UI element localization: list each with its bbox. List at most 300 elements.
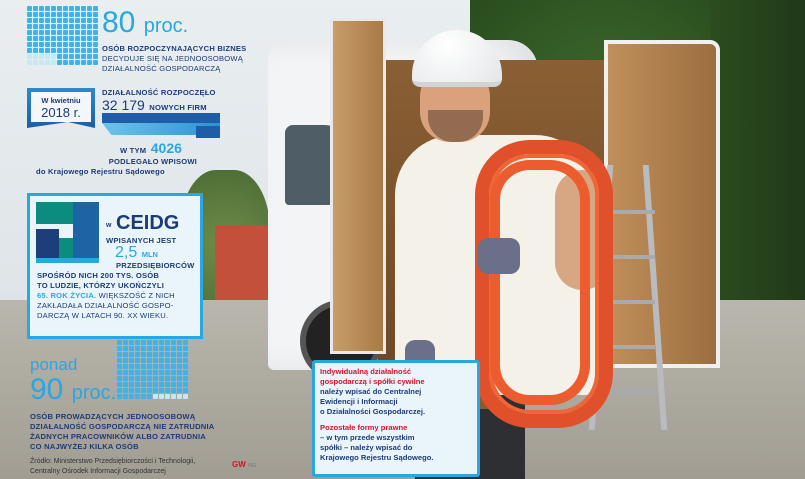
- grid-dot: [159, 370, 164, 375]
- grid-dot: [69, 60, 74, 65]
- krs-bar: [196, 126, 220, 138]
- grid-dot: [129, 352, 134, 357]
- grid-dot: [27, 12, 32, 17]
- grid-dot: [33, 18, 38, 23]
- grid-dot: [57, 6, 62, 11]
- grid-dot: [27, 24, 32, 29]
- ceidg-line5: DARCZĄ W LATACH 90. XX WIEKU.: [37, 311, 169, 320]
- krs-prefix: W TYM: [120, 146, 147, 155]
- grid-dot: [63, 54, 68, 59]
- grid-dot: [159, 346, 164, 351]
- glove-icon: [478, 238, 520, 274]
- grid-dot: [87, 12, 92, 17]
- grid-dot: [159, 376, 164, 381]
- grid-dot: [135, 376, 140, 381]
- ceidg-count-label: PRZEDSIĘBIORCÓW: [116, 261, 195, 270]
- grid-dot: [171, 388, 176, 393]
- grid-dot: [27, 42, 32, 47]
- grid-dot: [87, 18, 92, 23]
- grid-dot: [129, 376, 134, 381]
- grid-dot: [45, 36, 50, 41]
- grid-dot: [123, 364, 128, 369]
- firms-bar: [102, 113, 220, 123]
- grid-dot: [75, 42, 80, 47]
- april-year: 2018 r.: [41, 105, 81, 120]
- grid-dot: [93, 24, 98, 29]
- grid-dot: [39, 18, 44, 23]
- grid-dot: [141, 382, 146, 387]
- grid-dot: [39, 60, 44, 65]
- van-door-left: [330, 18, 386, 354]
- registry-p2-red: Pozostałe formy prawne: [320, 423, 408, 432]
- ceidg-description: [37, 271, 175, 321]
- grid-dot: [39, 12, 44, 17]
- grid-dot: [51, 54, 56, 59]
- grid-dot: [57, 24, 62, 29]
- grid-dot: [171, 394, 176, 399]
- publisher-logo: [232, 460, 256, 469]
- grid-dot: [141, 370, 146, 375]
- grid-dot: [75, 60, 80, 65]
- cable-coil-inner: [490, 160, 590, 405]
- grid-dot: [159, 352, 164, 357]
- krs-count: [120, 140, 182, 158]
- grid-dot: [33, 54, 38, 59]
- grid-dot: [177, 358, 182, 363]
- grid-dot: [183, 358, 188, 363]
- grid-dot: [57, 48, 62, 53]
- grid-dot: [147, 358, 152, 363]
- grid-dot: [51, 42, 56, 47]
- grid-dot: [147, 376, 152, 381]
- stat-90-line1: OSÓB PROWADZĄCYCH JEDNOOSOBOWĄ: [30, 412, 196, 421]
- grid-dot: [123, 388, 128, 393]
- grid-dot: [117, 340, 122, 345]
- source-line2: Centralny Ośrodek Informacji Gospodarczej: [30, 468, 166, 475]
- grid-dot: [87, 42, 92, 47]
- grid-dot: [69, 18, 74, 23]
- grid-dot: [141, 340, 146, 345]
- grid-dot: [93, 12, 98, 17]
- grid-dot: [153, 388, 158, 393]
- grid-dot: [33, 6, 38, 11]
- stat-90-value: 90: [30, 373, 64, 406]
- registry-p1-red2: gospodarczą i spółki cywilne: [320, 377, 425, 386]
- stat-90-line3: ŻADNYCH PRACOWNIKÓW ALBO ZATRUDNIA: [30, 432, 206, 441]
- stat-80-line1: OSÓB ROZPOCZYNAJĄCYCH BIZNES: [102, 44, 247, 53]
- grid-dot: [165, 388, 170, 393]
- grid-dot: [147, 382, 152, 387]
- ceidg-logo-part: [73, 202, 99, 262]
- grid-dot: [177, 394, 182, 399]
- firms-label: NOWYCH FIRM: [149, 103, 207, 112]
- started-label: DZIAŁALNOŚĆ ROZPOCZĘŁO: [102, 88, 216, 97]
- grid-dot: [177, 382, 182, 387]
- grid-dot: [171, 352, 176, 357]
- ceidg-line2: TO LUDZIE, KTÓRZY UKOŃCZYLI: [37, 281, 165, 290]
- grid-dot: [177, 388, 182, 393]
- grid-dot: [183, 388, 188, 393]
- grid-dot: [177, 370, 182, 375]
- grid-dot: [165, 394, 170, 399]
- grid-dot: [81, 48, 86, 53]
- ceidg-registered: WPISANYCH JEST: [106, 236, 177, 245]
- grid-dot: [129, 358, 134, 363]
- grid-dot: [177, 364, 182, 369]
- grid-dot: [81, 30, 86, 35]
- source-note: [30, 457, 195, 477]
- grid-dot: [123, 358, 128, 363]
- grid-dot: [123, 382, 128, 387]
- grid-dot: [129, 346, 134, 351]
- grid-dot: [45, 60, 50, 65]
- grid-dot: [135, 388, 140, 393]
- grid-dot: [51, 12, 56, 17]
- grid-dot: [165, 364, 170, 369]
- grid-dot: [33, 42, 38, 47]
- grid-dot: [159, 340, 164, 345]
- grid-dot: [177, 352, 182, 357]
- ceidg-line3-rest: WIĘKSZOŚĆ Z NICH: [96, 291, 175, 300]
- grid-dot: [117, 388, 122, 393]
- grid-dot: [39, 48, 44, 53]
- registry-p1-l5: o Działalności Gospodarczej.: [320, 407, 426, 416]
- grid-dot: [159, 358, 164, 363]
- grid-dot: [141, 358, 146, 363]
- grid-dot: [51, 36, 56, 41]
- grid-dot: [165, 352, 170, 357]
- grid-dot: [183, 352, 188, 357]
- grid-dot: [159, 394, 164, 399]
- grid-dot: [183, 364, 188, 369]
- grid-dot: [45, 48, 50, 53]
- grid-dot: [45, 24, 50, 29]
- registry-p2-l3: spółki – należy wpisać do: [320, 443, 413, 452]
- grid-dot: [51, 48, 56, 53]
- grid-dot: [117, 382, 122, 387]
- grid-dot: [87, 30, 92, 35]
- grid-dot: [69, 54, 74, 59]
- grid-dot: [87, 36, 92, 41]
- grid-dot: [63, 6, 68, 11]
- april-label: [31, 92, 91, 122]
- grid-dot: [117, 364, 122, 369]
- ceidg-count-number: 2,5: [115, 244, 138, 261]
- stat-80-line3: DZIAŁALNOŚĆ GOSPODARCZĄ: [102, 64, 221, 73]
- grid-dot: [135, 340, 140, 345]
- grid-dot: [27, 36, 32, 41]
- grid-dot: [165, 346, 170, 351]
- grid-dot: [87, 54, 92, 59]
- grid-dot: [147, 340, 152, 345]
- grid-dot: [117, 370, 122, 375]
- grid-dot: [81, 18, 86, 23]
- ceidg-logo-icon: [36, 202, 73, 224]
- grid-dot: [57, 18, 62, 23]
- grid-dot: [93, 18, 98, 23]
- stat-90-unit: proc.: [71, 382, 117, 404]
- grid-dot: [87, 24, 92, 29]
- grid-dot: [39, 6, 44, 11]
- grid-dot: [33, 36, 38, 41]
- grid-dot: [57, 36, 62, 41]
- grid-dot: [51, 18, 56, 23]
- ceidg-count-unit: MLN: [141, 250, 158, 259]
- grid-dot: [27, 48, 32, 53]
- grid-dot: [141, 388, 146, 393]
- grid-dot: [69, 24, 74, 29]
- grid-dot: [177, 376, 182, 381]
- grid-dot: [75, 24, 80, 29]
- grid-dot: [135, 346, 140, 351]
- stat-80-unit: proc.: [143, 15, 189, 37]
- grid-dot: [135, 370, 140, 375]
- krs-line2: do Krajowego Rejestru Sądowego: [36, 167, 165, 176]
- grid-dot: [63, 12, 68, 17]
- registry-p1-red1: Indywidualną działalność: [320, 367, 412, 376]
- grid-dot: [123, 370, 128, 375]
- grid-dot: [45, 18, 50, 23]
- stat-90-line4: CO NAJWYŻEJ KILKA OSÓB: [30, 442, 139, 451]
- grid-dot: [153, 370, 158, 375]
- grid-dot: [57, 42, 62, 47]
- grid-dot: [153, 364, 158, 369]
- grid-dot: [63, 48, 68, 53]
- grid-dot: [81, 36, 86, 41]
- grid-dot: [123, 394, 128, 399]
- grid-dot: [171, 358, 176, 363]
- publisher-logo-text: GW: [232, 460, 246, 469]
- grid-dot: [153, 382, 158, 387]
- grid-dot: [27, 18, 32, 23]
- grid-dot: [135, 364, 140, 369]
- grid-dot: [171, 382, 176, 387]
- grid-dot: [123, 346, 128, 351]
- grid-dot: [147, 370, 152, 375]
- stat-90-prefix: ponad: [30, 355, 78, 374]
- stat-80-number: [102, 8, 188, 38]
- grid-dot: [141, 394, 146, 399]
- grid-dot: [63, 42, 68, 47]
- grid-dot: [117, 394, 122, 399]
- grid-dot: [69, 42, 74, 47]
- ceidg-title: CEIDG: [116, 212, 180, 234]
- grid-dot: [147, 364, 152, 369]
- grid-dot: [69, 48, 74, 53]
- registry-p2-l2: – w tym przede wszystkim: [320, 433, 415, 442]
- grid-dot: [75, 54, 80, 59]
- grid-dot: [93, 30, 98, 35]
- grid-dot: [93, 42, 98, 47]
- grid-dot: [87, 60, 92, 65]
- grid-dot: [171, 364, 176, 369]
- krs-number: 4026: [150, 140, 182, 156]
- grid-dot: [183, 346, 188, 351]
- grid-dot: [87, 6, 92, 11]
- grid-dot: [129, 388, 134, 393]
- source-line1: Źródło: Ministerstwo Przedsiębiorczości i Technologii,: [30, 458, 196, 465]
- grid-dot: [33, 48, 38, 53]
- grid-dot: [165, 382, 170, 387]
- grid-dot: [69, 6, 74, 11]
- grid-dot: [153, 358, 158, 363]
- grid-dot: [183, 376, 188, 381]
- grid-dot: [57, 30, 62, 35]
- grid-dot: [75, 48, 80, 53]
- grid-dot: [117, 358, 122, 363]
- grid-dot: [39, 36, 44, 41]
- grid-dot: [81, 54, 86, 59]
- ceidg-logo-part: [36, 229, 59, 258]
- grid-dot: [141, 364, 146, 369]
- grid-dot: [183, 340, 188, 345]
- stat-80-line2: DECYDUJE SIĘ NA JEDNOOSOBOWĄ: [102, 54, 244, 63]
- grid-dot: [117, 346, 122, 351]
- grid-dot: [93, 54, 98, 59]
- red-wall: [215, 225, 275, 305]
- grid-dot: [93, 60, 98, 65]
- grid-dot: [153, 394, 158, 399]
- grid-dot: [75, 6, 80, 11]
- grid-dot: [81, 60, 86, 65]
- grid-dot: [63, 24, 68, 29]
- firms-number: 32 179: [102, 97, 145, 113]
- ceidg-count: [115, 244, 158, 262]
- grid-dot: [93, 48, 98, 53]
- grid-dot: [123, 352, 128, 357]
- grid-dot: [27, 54, 32, 59]
- grid-dot: [57, 54, 62, 59]
- grid-dot: [39, 24, 44, 29]
- registry-text: [320, 367, 434, 463]
- grid-dot: [129, 364, 134, 369]
- grid-dot: [39, 54, 44, 59]
- grid-dot: [123, 340, 128, 345]
- grid-dot: [177, 340, 182, 345]
- grid-dot: [45, 30, 50, 35]
- grid-dot: [45, 42, 50, 47]
- grid-dot: [75, 36, 80, 41]
- grid-dot: [153, 376, 158, 381]
- grid-dot: [159, 382, 164, 387]
- grid-dot: [129, 370, 134, 375]
- grid-dot: [165, 376, 170, 381]
- stat-80-caption: [102, 44, 246, 74]
- grid-dot: [75, 30, 80, 35]
- grid-dot: [159, 364, 164, 369]
- grid-dot: [147, 394, 152, 399]
- stat-90-caption: [30, 412, 214, 452]
- ceidg-line4: ZAKŁADAŁA DZIAŁALNOŚĆ GOSPO-: [37, 301, 174, 310]
- grid-dot: [141, 376, 146, 381]
- grid-dot: [63, 30, 68, 35]
- grid-dot: [57, 60, 62, 65]
- ceidg-line3-highlight: 65. ROK ŻYCIA.: [37, 291, 97, 300]
- grid-dot: [45, 6, 50, 11]
- grid-dot: [51, 24, 56, 29]
- grid-dot: [33, 24, 38, 29]
- publisher-logo-small: NG: [248, 463, 257, 469]
- grid-dot: [171, 340, 176, 345]
- grid-dot: [141, 352, 146, 357]
- ceidg-logo-part: [59, 238, 73, 258]
- grid-dot: [165, 358, 170, 363]
- grid-dot: [147, 388, 152, 393]
- krs-line1: PODLEGAŁO WPISOWI: [108, 157, 197, 166]
- grid-dot: [63, 60, 68, 65]
- grid-dot: [81, 24, 86, 29]
- grid-dot: [177, 346, 182, 351]
- grid-dot: [135, 394, 140, 399]
- van-door-right: [604, 40, 720, 368]
- grid-dot: [183, 370, 188, 375]
- grid-dot: [33, 60, 38, 65]
- ceidg-w: w: [106, 222, 112, 229]
- grid-dot: [63, 36, 68, 41]
- ceidg-line1: SPOŚRÓD NICH 200 TYS. OSÓB: [37, 271, 160, 280]
- grid-dot: [135, 382, 140, 387]
- grid-dot: [39, 42, 44, 47]
- grid-dot: [87, 48, 92, 53]
- grid-dot: [147, 346, 152, 351]
- stat-80-value: 80: [102, 6, 136, 39]
- grid-dot: [33, 30, 38, 35]
- grid-dot: [153, 346, 158, 351]
- grid-dot: [147, 352, 152, 357]
- dot-grid-90: [117, 340, 188, 399]
- grid-dot: [45, 12, 50, 17]
- registry-p1-l4: Ewidencji i Informacji: [320, 397, 398, 406]
- grid-dot: [27, 60, 32, 65]
- grid-dot: [171, 376, 176, 381]
- registry-p1-l3: należy wpisać do Centralnej: [320, 387, 422, 396]
- stat-90-number: [30, 375, 116, 405]
- grid-dot: [117, 352, 122, 357]
- grid-dot: [153, 352, 158, 357]
- grid-dot: [27, 6, 32, 11]
- grid-dot: [69, 12, 74, 17]
- grid-dot: [93, 6, 98, 11]
- grid-dot: [135, 352, 140, 357]
- grid-dot: [165, 370, 170, 375]
- grid-dot: [57, 12, 62, 17]
- april-month: W kwietniu: [41, 96, 81, 105]
- grid-dot: [171, 346, 176, 351]
- stat-90-line2: DZIAŁALNOŚĆ GOSPODARCZĄ NIE ZATRUDNIA: [30, 422, 215, 431]
- grid-dot: [81, 42, 86, 47]
- grid-dot: [51, 60, 56, 65]
- grid-dot: [75, 18, 80, 23]
- grid-dot: [165, 340, 170, 345]
- registry-p2-l4: Krajowego Rejestru Sądowego.: [320, 453, 434, 462]
- dot-grid-80: [27, 6, 98, 65]
- ceidg-logo-part: [36, 258, 99, 263]
- grid-dot: [81, 6, 86, 11]
- grid-dot: [45, 54, 50, 59]
- grid-dot: [81, 12, 86, 17]
- grid-dot: [93, 36, 98, 41]
- grid-dot: [69, 36, 74, 41]
- grid-dot: [183, 382, 188, 387]
- grid-dot: [63, 18, 68, 23]
- grid-dot: [171, 370, 176, 375]
- grid-dot: [123, 376, 128, 381]
- grid-dot: [183, 394, 188, 399]
- grid-dot: [69, 30, 74, 35]
- grid-dot: [135, 358, 140, 363]
- grid-dot: [153, 340, 158, 345]
- grid-dot: [75, 12, 80, 17]
